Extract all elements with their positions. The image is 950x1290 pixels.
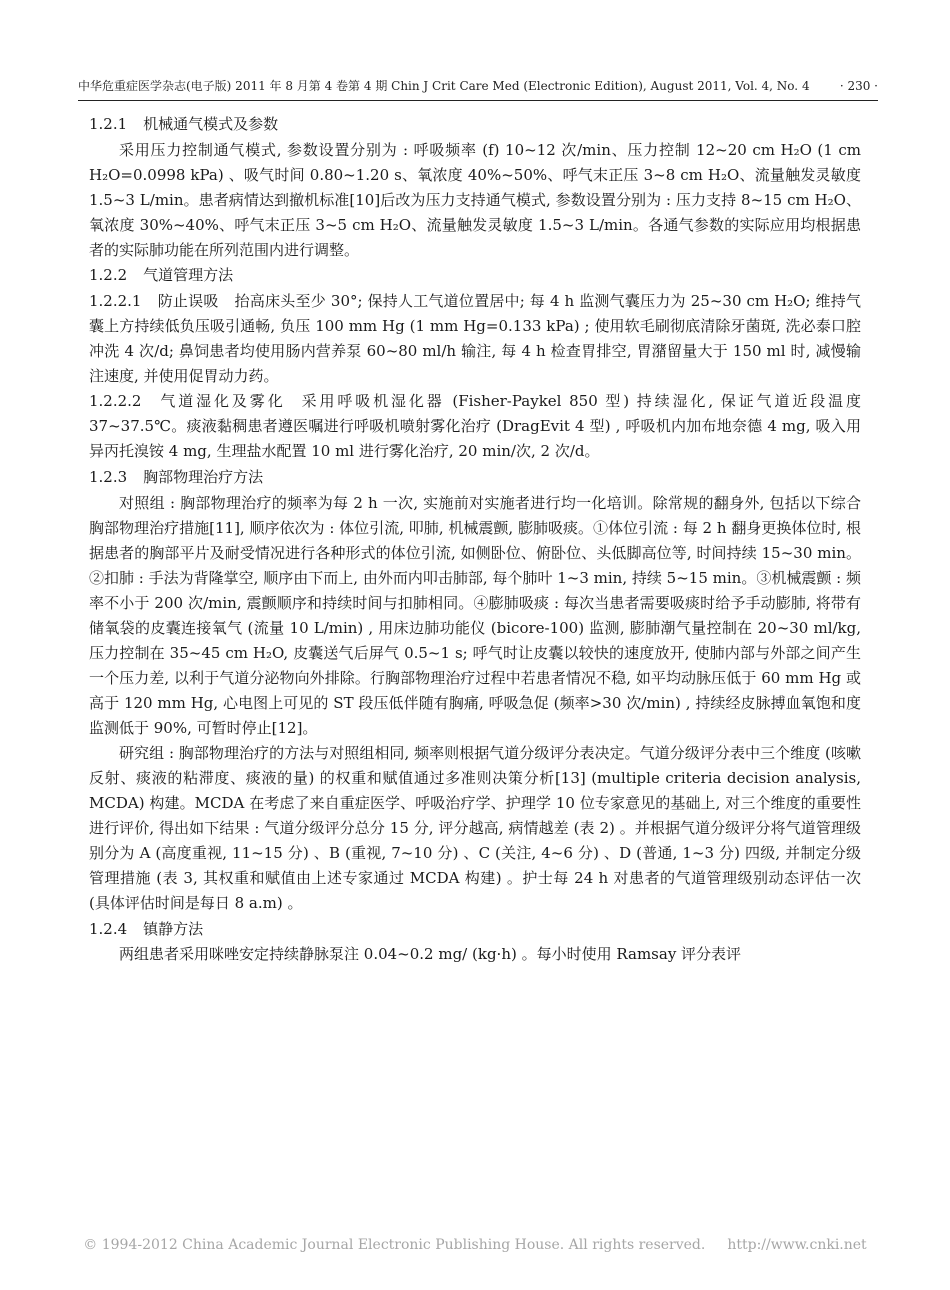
section-heading (89, 917, 861, 942)
subsection-paragraph (89, 289, 861, 389)
section-title: 机械通气模式及参数 (143, 115, 279, 133)
page-number: · 230 · (839, 79, 878, 93)
subsection-paragraph (89, 389, 861, 464)
body-paragraph: 采用压力控制通气模式, 参数设置分别为 : 呼吸频率 (f) 10~12 次/min、压力控制 12~20 cm H₂O (1 cm H₂O=0.0998 kPa) 、吸气时间 0.80~1.20 s、氧浓度 40%~50%、呼气末正压 3~8 cm H₂O、流量触发灵敏度 1.5~3 L/min。患者病情达到撤机标准[10]后改为压力支持通气模式, 参数设置分别为 : 压力支持 8~15 cm H₂O、氧浓度 30%~40%、呼气末正压 3~5 cm H₂O、流量触发灵敏度 1.5~3 L/min。各通气参数的实际应用均根据患者的实际肺功能在所列范围内进行调整。 (89, 140, 861, 259)
section-number: 1.2.1 (89, 115, 128, 133)
section-number: 1.2.4 (89, 919, 128, 938)
section-title: 胸部物理治疗方法 (143, 467, 264, 486)
subsection-title: 防止误吸 (157, 291, 219, 310)
subsection-text: 抬高床头至少 30°; 保持人工气道位置居中; 每 4 h 监测气囊压力为 25~30 cm H₂O; 维持气囊上方持续低负压吸引通畅, 负压 100 mm Hg (1 mm Hg=0.133 kPa) ; 使用软毛刷彻底清除牙菌斑, 洗必泰口腔冲洗 4 次/d; 鼻饲患者均使用肠内营养泵 60~80 ml/h 输注, 每 4 h 检查胃排空, 胃潴留量大于 150 ml 时, 减慢输注速度, 并使用促胃动力药。 (89, 291, 861, 385)
subsection-number: 1.2.2.2 (89, 392, 142, 411)
copyright-text: © 1994-2012 China Academic Journal Electronic Publishing House. All rights reserved. (83, 1237, 706, 1253)
body-paragraph: 对照组 : 胸部物理治疗的频率为每 2 h 一次, 实施前对实施者进行均一化培训。除常规的翻身外, 包括以下综合胸部物理治疗措施[11], 顺序依次为 : 体位引流, 叩肺, 机械震颤, 膨肺吸痰。①体位引流 : 每 2 h 翻身更换体位时, 根据患者的胸部平片及耐受情况进行各种形式的体位引流, 如侧卧位、俯卧位、头低脚高位等, 时间持续 15~30 min。②扣肺 : 手法为背隆掌空, 顺序由下而上, 由外而内叩击肺部, 每个肺叶 1~3 min, 持续 5~15 min。③机械震颤 : 频率不小于 200 次/min, 震颤顺序和持续时间与扣肺相同。④膨肺吸痰 : 每次当患者需要吸痰时给予手动膨肺, 将带有储氧袋的皮囊连接氧气 (流量 10 L/min) , 用床边肺功能仪 (bicore-100) 监测, 膨肺潮气量控制在 20~30 ml/kg, 压力控制在 35~45 cm H₂O, 皮囊送气后屏气 0.5~1 s; 呼气时让皮囊以较快的速度放开, 使肺内部与外部之间产生一个压力差, 以利于气道分泌物向外排除。行胸部物理治疗过程中若患者情况不稳, 如平均动脉压低于 60 mm Hg 或高于 120 mm Hg, 心电图上可见的 ST 段压低伴随有胸痛, 呼吸急促 (频率>30 次/min) , 持续经皮脉搏血氧饱和度监测低于 90%, 可暂时停止[12]。 (89, 493, 861, 737)
copyright-footer (0, 1237, 950, 1253)
body-paragraph: 研究组 : 胸部物理治疗的方法与对照组相同, 频率则根据气道分级评分表决定。气道分级评分表中三个维度 (咳嗽反射、痰液的粘滞度、痰液的量) 的权重和赋值通过多准则决策分析[13] (multiple criteria decision analysis, MCDA) 构建。MCDA 在考虑了来自重症医学、呼吸治疗学、护理学 10 位专家意见的基础上, 对三个维度的重要性进行评价, 得出如下结果 : 气道分级评分总分 15 分, 评分越高, 病情越差 (表 2) 。并根据气道分级评分将气道管理级别分为 A (高度重视, 11~15 分) 、B (重视, 7~10 分) 、C (关注, 4~6 分) 、D (普通, 1~3 分) 四级, 并制定分级管理措施 (表 3, 其权重和赋值由上述专家通过 MCDA 构建) 。护士每 24 h 对患者的气道管理级别动态评估一次 (具体评估时间是每日 8 a.m) 。 (89, 744, 861, 913)
section-heading (89, 465, 861, 490)
subsection-text: 采用呼吸机湿化器 (Fisher-Paykel 850 型) 持续湿化, 保证气道近段温度 37~37.5℃。痰液黏稠患者遵医嘱进行呼吸机喷射雾化治疗 (DragEvit 4 型) , 呼吸机内加布地奈德 4 mg, 吸入用异丙托溴铵 4 mg, 生理盐水配置 10 ml 进行雾化治疗, 20 min/次, 2 次/d。 (89, 392, 861, 461)
section-title: 气道管理方法 (143, 266, 234, 285)
body-paragraph: 两组患者采用咪唑安定持续静脉泵注 0.04~0.2 mg/ (kg·h) 。每小时使用 Ramsay 评分表评 (119, 945, 742, 964)
section-heading (89, 263, 861, 288)
footer-url[interactable]: http://www.cnki.net (727, 1237, 867, 1253)
section-title: 镇静方法 (143, 919, 204, 938)
subsection-title: 气道湿化及雾化 (157, 392, 286, 411)
journal-citation: 中华危重症医学杂志(电子版) 2011 年 8 月第 4 卷第 4 期 Chin J Crit Care Med (Electronic Edition), August 2011, Vol. 4, No. 4 (78, 79, 810, 93)
section-number: 1.2.2 (89, 266, 128, 285)
header-rule (78, 100, 878, 101)
running-header (78, 76, 878, 96)
section-number: 1.2.3 (89, 467, 128, 486)
article-body (89, 112, 861, 968)
subsection-number: 1.2.2.1 (89, 291, 142, 310)
section-heading (89, 112, 861, 137)
